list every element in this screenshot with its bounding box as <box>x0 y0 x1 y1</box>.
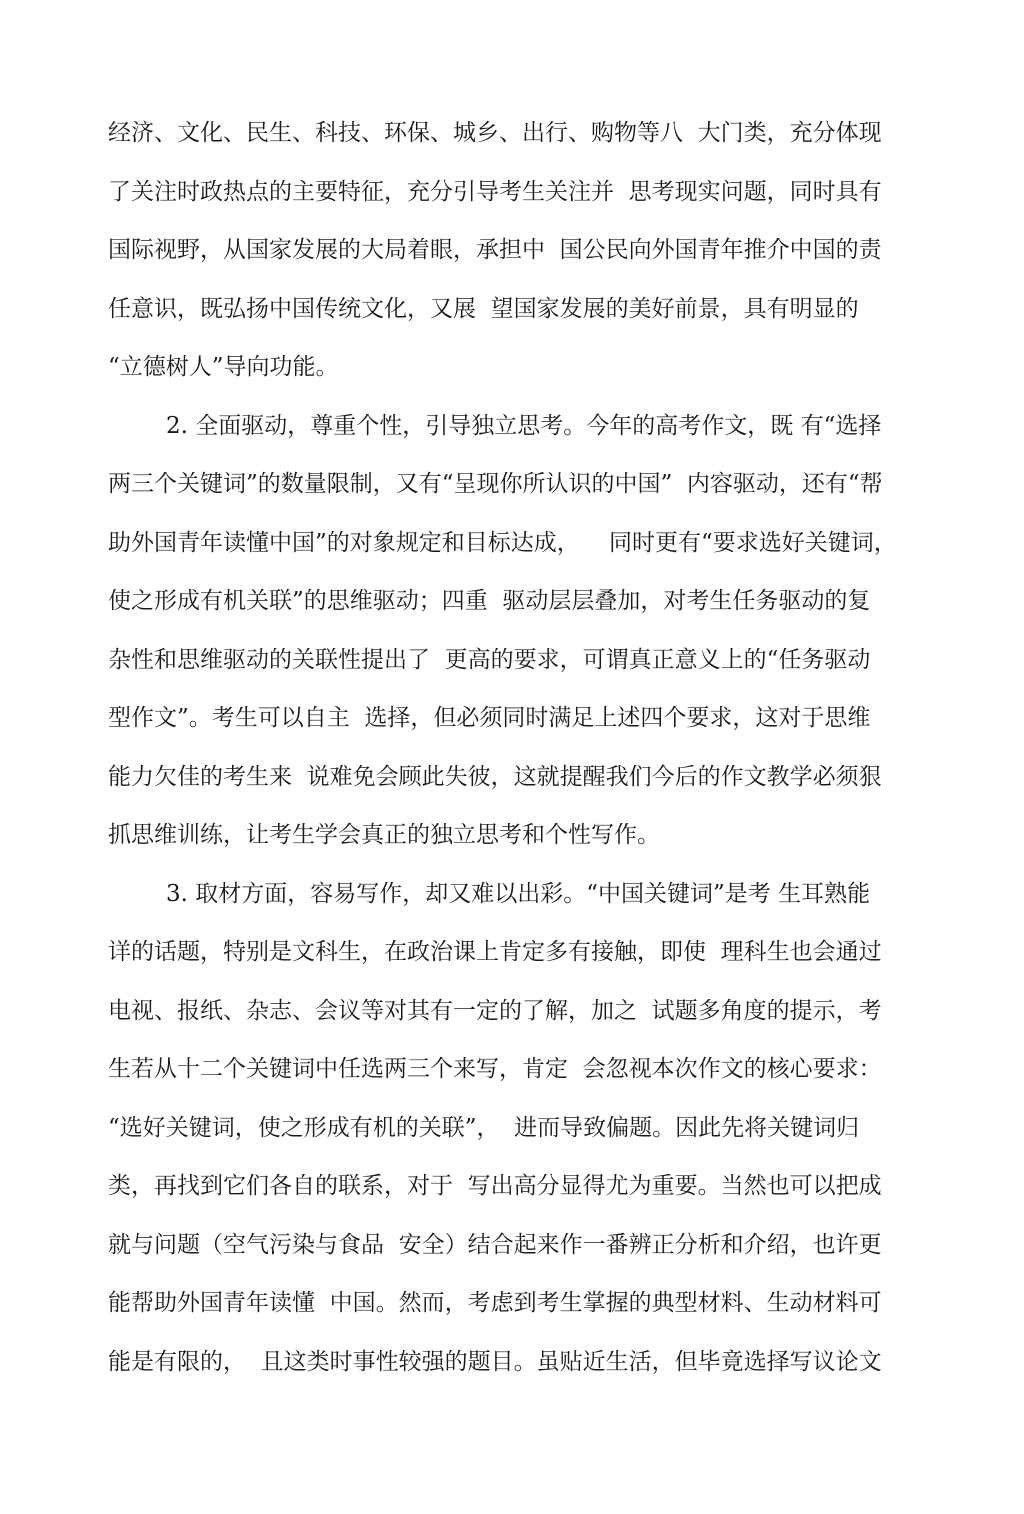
text-line: “选好关键词，使之形成有机的关联”， 进而导致偏题。因此先将关键词归 <box>108 1114 860 1141</box>
text-line: 抓思维训练，让考生学会真正的独立思考和个性写作。 <box>108 822 660 848</box>
text-line: 电视、报纸、杂志、会议等对其有一定的了解，加之 试题多角度的提示，考 <box>108 997 882 1024</box>
text-line: 型作文”。考生可以自主 选择，但必须同时满足上述四个要求，这对于思维 <box>108 705 871 731</box>
text-line: 能力欠佳的考生来 说难免会顾此失彼，这就提醒我们今后的作文教学必须狠 <box>108 763 882 790</box>
text-line: 使之形成有机关联”的思维驱动；四重 驱动层层叠加，对考生任务驱动的复 <box>108 588 871 614</box>
paragraph-3-first-line: 3. 取材方面，容易写作，却又难以出彩。“中国关键词”是考 生耳熟能 <box>166 880 871 907</box>
document-body <box>108 104 928 1391</box>
text-line: 能是有限的， 且这类时事性较强的题目。虽贴近生活，但毕竟选择写议论文 <box>108 1348 882 1375</box>
text-line: “立德树人”导向功能。 <box>108 354 339 380</box>
text-line: 国际视野，从国家发展的大局着眼，承担中 国公民向外国青年推介中国的责 <box>108 237 882 263</box>
text-line: 了关注时政热点的主要特征，充分引导考生关注并 思考现实问题，同时具有 <box>108 178 882 205</box>
text-line: 助外国青年读懂中国”的对象规定和目标达成， 同时更有“要求选好关键词， <box>108 529 897 556</box>
text-line: 两三个关键词”的数量限制，又有“呈现你所认识的中国” 内容驱动，还有“帮 <box>108 471 883 497</box>
text-line: 就与问题（空气污染与食品 安全）结合起来作一番辨正分析和介绍，也许更 <box>108 1231 882 1258</box>
text-line: 任意识，既弘扬中国传统文化，又展 望国家发展的美好前景，具有明显的 <box>108 295 859 322</box>
text-line: 经济、文化、民生、科技、环保、城乡、出行、购物等八 大门类，充分体现 <box>108 120 882 146</box>
text-line: 类，再找到它们各自的联系，对于 写出高分显得尤为重要。当然也可以把成 <box>108 1173 882 1199</box>
text-line: 详的话题，特别是文科生，在政治课上肯定多有接触，即使 理科生也会通过 <box>108 939 882 965</box>
text-line: 生若从十二个关键词中任选两三个来写，肯定 会忽视本次作文的核心要求： <box>108 1056 882 1082</box>
paragraph-2-first-line: 2. 全面驱动，尊重个性，引导独立思考。今年的高考作文，既 有“选择 <box>166 412 882 439</box>
text-line: 能帮助外国青年读懂 中国。然而，考虑到考生掌握的典型材料、生动材料可 <box>108 1290 882 1316</box>
text-line: 杂性和思维驱动的关联性提出了 更高的要求，可谓真正意义上的“任务驱动 <box>108 646 871 673</box>
